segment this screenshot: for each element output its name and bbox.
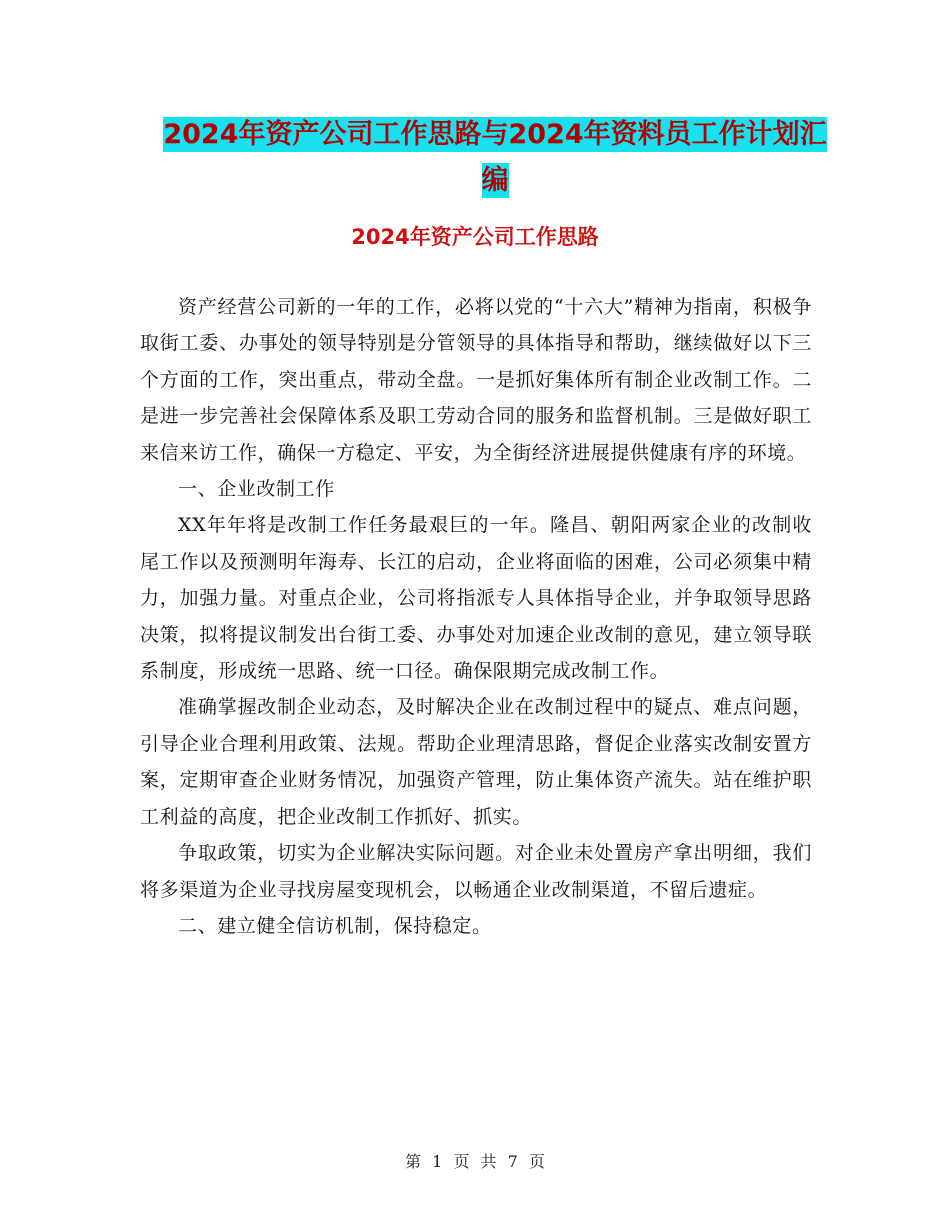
paragraph-intro: 资产经营公司新的一年的工作，必将以党的“十六大”精神为指南，积极争取街工委、办事处的领导特别是分管领导的具体指导和帮助，继续做好以下三个方面的工作，突出重点，带动全盘。一是抓好集体所有制企业改制工作。二是进一步完善社会保障体系及职工劳动合同的服务和监督机制。三是做好职工来信来访工作，确保一方稳定、平安，为全街经济进展提供健康有序的环境。 <box>140 296 812 464</box>
paragraph-reform-tasks: XX年年将是改制工作任务最艰巨的一年。隆昌、朝阳两家企业的改制收尾工作以及预测明年海寿、长江的启动，企业将面临的困难，公司必须集中精力，加强力量。对重点企业，公司将指派专人具体指导企业，并争取领导思路决策，拟将提议制发出台街工委、办事处对加速企业改制的意见，建立领导联系制度，形成统一思路、统一口径。确保限期完成改制工作。 <box>140 514 812 683</box>
heading-enterprise-reform: 一、企业改制工作 <box>178 478 335 501</box>
document-title-text: 2024年资产公司工作思路与2024年资料员工作计划汇编 <box>163 119 827 196</box>
heading-petition-mechanism: 二、建立健全信访机制，保持稳定。 <box>178 914 492 937</box>
document-title <box>150 112 840 204</box>
paragraph-policy: 争取政策，切实为企业解决实际问题。对企业未处置房产拿出明细，我们将多渠道为企业寻找房屋变现机会，以畅通企业改制渠道，不留后遗症。 <box>140 842 812 901</box>
page-footer: 第 1 页 共 7 页 <box>405 1152 545 1171</box>
section-title: 2024年资产公司工作思路 <box>351 225 599 249</box>
document-body <box>140 289 812 944</box>
paragraph-reform-dynamics: 准确掌握改制企业动态，及时解决企业在改制过程中的疑点、难点问题，引导企业合理利用政策、法规。帮助企业理清思路，督促企业落实改制安置方案，定期审查企业财务情况，加强资产管理，防止集体资产流失。站在维护职工利益的高度，把企业改制工作抓好、抓实。 <box>140 696 812 828</box>
